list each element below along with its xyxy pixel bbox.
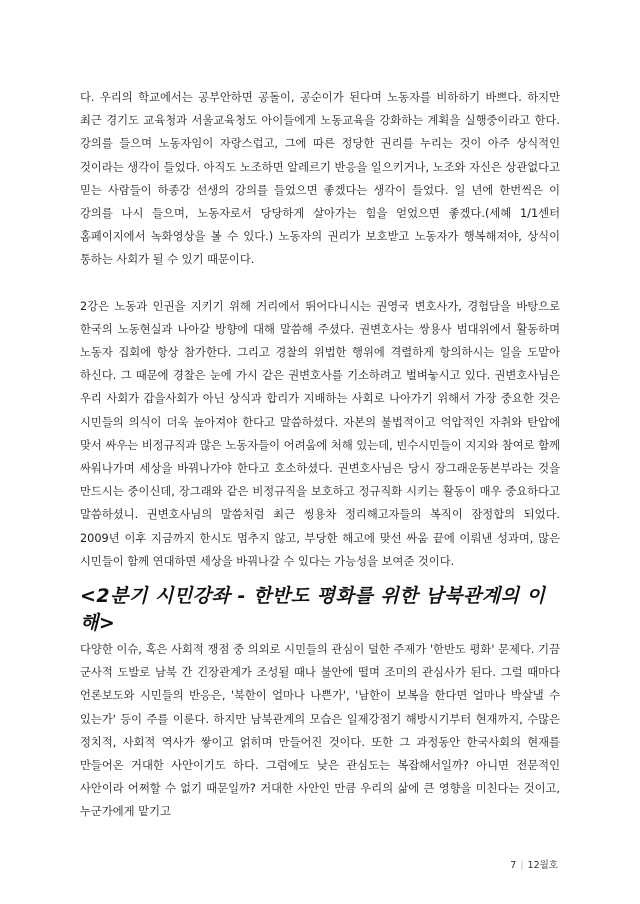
page-number: 7 <box>510 860 517 871</box>
article-body <box>80 86 560 824</box>
section-heading: <2분기 시민강좌 - 한반도 평화를 위한 남북관계의 이해> <box>80 585 546 635</box>
footer-separator: | <box>520 860 524 871</box>
paragraph-spacer <box>80 272 560 295</box>
issue-label: 12월호 <box>527 860 558 871</box>
page-footer <box>510 857 558 871</box>
paragraph: 다. 우리의 학교에서는 공부안하면 공돌이, 공순이가 된다며 노동자를 비하하기 바쁘다. 하지만 최근 경기도 교육청과 서울교육청도 아이들에게 노동교육을 강화하는 계획을 실행중이라고 한다. 강의를 들으며 노동자임이 자랑스럽고, 그에 따른 정당한 권리를 누리는 것이 아주 상식적인 것이라는 생각이 들었다. 아직도 노조하면 알레르기 반응을 일으키거나, 노조와 자신은 상관없다고 믿는 사람들이 하종강 선생의 강의를 들었으면 좋겠다는 생각이 들었다. 일 년에 한번씩은 이 강의를 나시 들으며, 노동자로서 당당하게 살아가는 힘을 얻었으면 좋겠다.(세혜 1/1센터 홈페이지에서 녹화영상을 볼 수 있다.) 노동자의 권리가 보호받고 노동자가 행복해져야, 상식이 통하는 사회가 될 수 있기 때문이다. <box>80 91 560 267</box>
paragraph: 다양한 이슈, 혹은 사회적 쟁점 중 의외로 시민들의 관심이 덜한 주제가 '한반도 평화' 문제다. 기끔 군사적 도발로 남북 간 긴장관계가 조성될 때나 불안에 떨며 조미의 관심사가 된다. 그럴 때마다 언론보도와 시민들의 반응은, '북한이 얼마나 나쁜가', '남한이 보복을 한다면 얼마나 박살낼 수 있는가' 등이 주를 이룬다. 하지만 남북관계의 모습은 일제강점기 해방시기부터 현재까지, 수많은 정치적, 사회적 역사가 쌓이고 얽히며 만들어진 것이다. 또한 그 과정동안 한국사회의 현재를 만들어온 거대한 사안이기도 하다. 그럼에도 낮은 관심도는 복잡해서일까? 아니면 전문적인 사안이라 어쩌할 수 없기 때문일까? 거대한 사안인 만큼 우리의 삶에 큰 영향을 미친다는 것이고, 누군가에게 맡기고 <box>80 643 560 819</box>
paragraph: 2강은 노동과 인권을 지키기 위해 거리에서 뛰어다니시는 권영국 변호사가, 경험담을 바탕으로 한국의 노동현실과 나아갈 방향에 대해 말씀해 주셨다. 권변호사는 쌍용사 범대위에서 활동하며 노동자 집회에 항상 참가한다. 그리고 경찰의 위법한 행위에 격렬하게 항의하시는 일을 도맡아 하신다. 그 때문에 경찰은 눈에 가시 같은 권변호사를 기소하려고 벌벼눟시고 있다. 권변호사님은 우리 사회가 갑을사회가 아닌 상식과 합리가 지배하는 사회로 나아가기 위해서 가장 중요한 것은 시민들의 의식이 더욱 높아져야 한다고 말씀하셨다. 자본의 불법적이고 억압적인 자취와 탄압에 맞서 싸우는 비정규직과 많은 노동자들이 어려움에 처해 있는데, 빈수시민들이 지지와 참여로 함께 싸워나가며 세상을 바꿔나가야 한다고 호소하셨다. 권변호사님은 당시 장그래운동본부라는 것을 만드시는 중이신데, 장그래와 같은 비정규직을 보호하고 정규직화 시키는 활동이 매우 중요하다고 말씀하셨니. 권변호사님의 말씀처럼 최근 씽용차 정리해고자들의 복직이 잠정합의 되었다. 2009년 이후 지금까지 한시도 멈추지 않고, 부당한 해고에 맞선 싸움 끝에 이뤄낸 성과며, 많은 시민들이 함께 연대하면 세상을 바꿔나갈 수 있다는 가능성을 보여준 것이다. <box>80 299 560 568</box>
